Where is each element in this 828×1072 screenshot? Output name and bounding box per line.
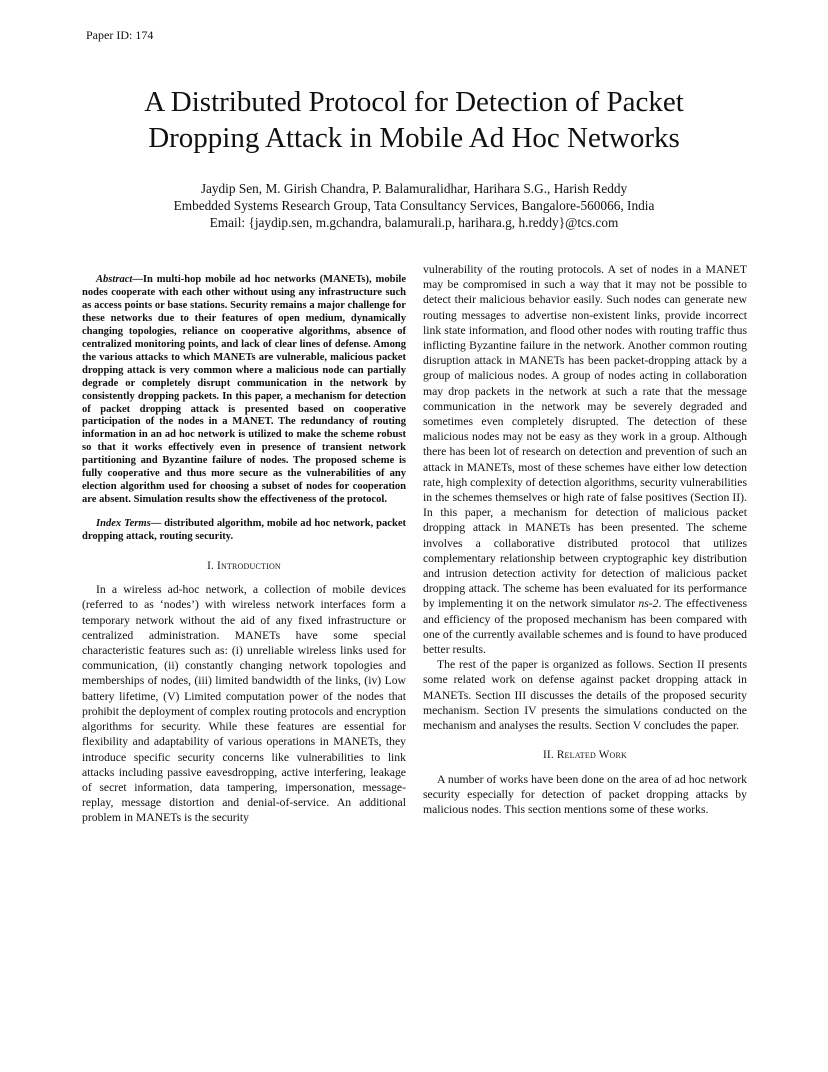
- left-column: [82, 262, 406, 826]
- paper-id: Paper ID: 174: [86, 28, 154, 42]
- index-terms-text: — distributed algorithm, mobile ad hoc network, packet dropping attack, routing security.: [82, 518, 407, 543]
- section-number: I.: [207, 560, 215, 573]
- affiliation: Embedded Systems Research Group, Tata Consultancy Services, Bangalore-560066, India: [173, 198, 655, 213]
- related-work-paragraph: A number of works have been done on the area of ad hoc network security especially for detection of packet dropping attacks by malicious nodes. This section mentions some of these works.: [423, 772, 747, 816]
- section-title: Introduction: [217, 560, 281, 573]
- organization-paragraph: The rest of the paper is organized as follows. Section II presents some related work on defense against packet dropping attack in MANETs. Section III discusses the details of the proposed security mechanism. Section IV presents the simulations conducted on the mechanism and analyses the results. Section V concludes the paper.: [423, 658, 747, 733]
- right-column: [423, 262, 747, 817]
- paper-title: [60, 84, 768, 156]
- intro-paragraph: In a wireless ad-hoc network, a collection of mobile devices (referred to as ‘nodes’) with wireless network interfaces form a temporary network without the aid of any fixed infrastructure or centralized administration. MANETs have some special characteristic features such as: (i) unreliable wireless links used for communication, (ii) constantly changing network topologies and memberships of nodes, (iii) limited bandwidth of the links, (iv) Low battery lifetime, (V) Limited computation power of the nodes that prohibit the deployment of complex routing protocols and encryption algorithms for security. While these features are essential for flexibility and adaptability of various operations in MANETs, they introduce specific security concerns like vulnerabilities to link attacks including passive eavesdropping, active interfering, leakage of secret information, data tampering, impersonation, message-replay, message distortion and denial-of-service. An additional problem in MANETs is the security: [82, 583, 406, 825]
- section-title: Related Work: [556, 749, 627, 762]
- abstract-label: Abstract: [96, 274, 133, 285]
- intro-paragraph-continued: [423, 262, 747, 657]
- section-heading-introduction: [82, 559, 406, 574]
- title-line-1: A Distributed Protocol for Detection of Packet: [144, 86, 684, 118]
- intro-text-b: . The effectiveness and efficiency of the proposed mechanism has been compared with one of the currently available schemes and is found to have produced better results.: [423, 597, 748, 657]
- author-block: [60, 180, 768, 231]
- email: Email: {jaydip.sen, m.gchandra, balamurali.p, harihara.g, h.reddy}@tcs.com: [209, 215, 619, 230]
- author-names: Jaydip Sen, M. Girish Chandra, P. Balamuralidhar, Harihara S.G., Harish Reddy: [200, 181, 628, 196]
- abstract-text: —In multi-hop mobile ad hoc networks (MANETs), mobile nodes cooperate with each other without using any infrastructure such as access points or base stations. Security remains a major challenge for these networks due to their features of open medium, dynamically changing topologies, reliance on cooperative algorithms, absence of centralized monitoring points, and lack of clear lines of defense. Among the various attacks to which MANETs are vulnerable, malicious packet dropping attack is very common where a malicious node can partially degrade or completely disrupt communication in the network by consistently dropping packets. In this paper, a mechanism for detection of packet dropping attack is presented based on cooperative participation of the nodes in a MANET. The redundancy of routing information in an ad hoc network is utilized to make the scheme robust so that it works effectively even in presence of transient network partitioning and Byzantine failure of nodes. The proposed scheme is fully cooperative and thus more secure as the vulnerabilities of any election algorithm used for choosing a subset of nodes for cooperation are absent. Simulation results show the effectiveness of the protocol.: [82, 274, 406, 506]
- title-line-2: Dropping Attack in Mobile Ad Hoc Networks: [148, 122, 680, 154]
- index-terms: [82, 518, 406, 544]
- simulator-name: ns-2: [638, 597, 659, 611]
- index-terms-label: Index Terms: [96, 518, 151, 530]
- intro-text-a: vulnerability of the routing protocols. A set of nodes in a MANET may be compromised in such a way that it may not be possible to detect their malicious behavior easily. Such nodes can generate new routing messages to advertise non-existent links, provide incorrect link state information, and flood other nodes with routing traffic thus inflicting Byzantine failure in the network. Another common routing disruption attack in MANETs has been packet-dropping attack by a group of malicious nodes. A group of nodes acting in collaboration may drop packets in the network at such a rate that the message communication in the network may be severely degraded and sometimes even completely disrupted. The detection of these malicious nodes may not be easy as they work in a group. Although there has been lot of research on detection and prevention of such an attack in MANETs, most of these schemes have either low detection rate, high complexity of detection algorithms, security vulnerabilities in the schemes themselves or high rate of false positives (Section II). In this paper, a mechanism for detection of malicious packet dropping attack in MANETs has been presented. The scheme involves a collaborative distributed protocol that utilizes complementary relationship between cryptographic key distribution and intrusion detection activity for detection of malicious packet dropping attack. The scheme has been evaluated for its performance by implementing it on the network simulator: [423, 263, 747, 611]
- abstract: [82, 274, 406, 507]
- section-heading-related-work: [423, 748, 747, 763]
- section-number: II.: [543, 749, 554, 762]
